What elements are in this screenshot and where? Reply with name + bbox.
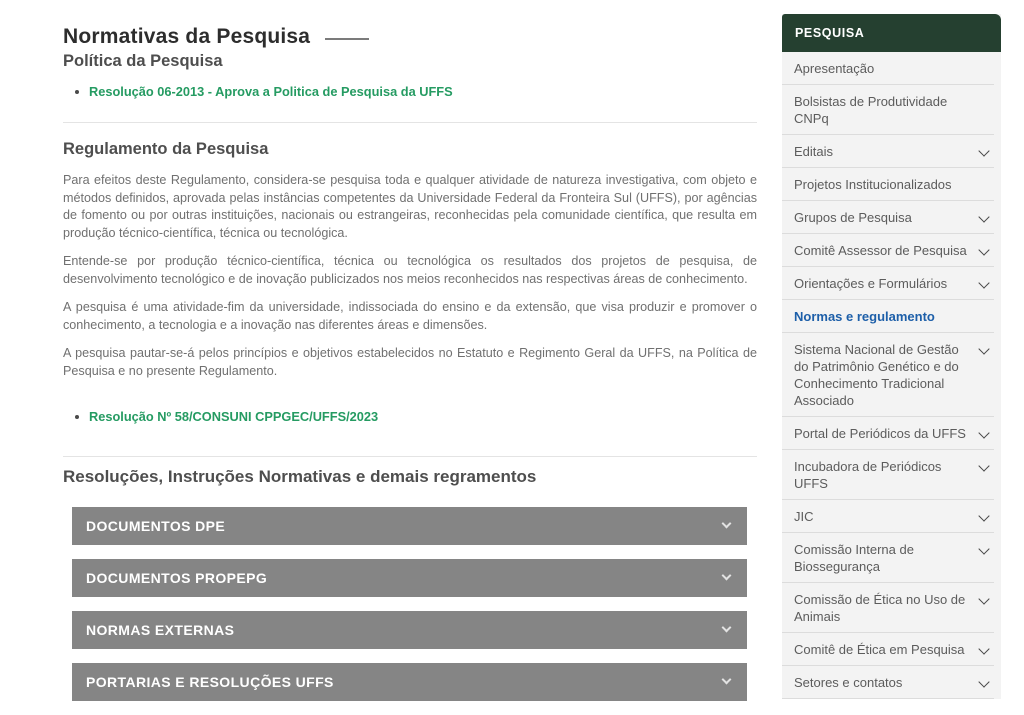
page-title [63,25,369,49]
sidebar-item-label: Projetos Institucionalizados [794,177,952,192]
chevron-down-icon [978,643,989,654]
sidebar-item-label: Editais [794,144,834,159]
chevron-down-icon [722,675,732,685]
accordion-label: NORMAS EXTERNAS [86,622,235,638]
chevron-down-icon [978,593,989,604]
chevron-down-icon [722,571,732,581]
accordion-label: DOCUMENTOS PROPEPG [86,570,268,586]
body-paragraph: Entende-se por produção técnico-científica, técnica ou tecnológica os resultados dos projetos de pesquisa, de desenvolvimento tecnológico e de inovação publicizados nos meios reconhecidos nas respectivas áreas de conhecimento. [63,254,757,286]
resolution-link-regulamento[interactable]: Resolução Nº 58/CONSUNI CPPGEC/UFFS/2023 [89,409,379,424]
chevron-down-icon [722,623,732,633]
sidebar-item-label: Grupos de Pesquisa [794,210,912,225]
sidebar-item[interactable] [782,450,1001,500]
sidebar-item-label: Orientações e Formulários [794,276,948,291]
chevron-down-icon [978,460,989,471]
accordion-label: PORTARIAS E RESOLUÇÕES UFFS [86,674,334,690]
sidebar-item[interactable] [782,135,1001,168]
section-heading-regulamento: Regulamento da Pesquisa [63,140,269,158]
sidebar-item-label: Setores e contatos [794,675,903,690]
chevron-down-icon [978,244,989,255]
bullet-dot [75,90,79,94]
sidebar-item[interactable] [782,583,1001,633]
sidebar-item-label: JIC [794,509,814,524]
chevron-down-icon [978,510,989,521]
sidebar-item-label: Portal de Periódicos da UFFS [794,426,966,441]
chevron-down-icon [978,343,989,354]
sidebar-item[interactable] [782,633,1001,666]
sidebar-item-label: Apresentação [794,61,875,76]
accordion-header[interactable] [72,507,747,545]
divider [63,122,757,123]
sidebar-item[interactable] [782,267,1001,300]
accordion-header[interactable] [72,663,747,701]
regulamento-paragraphs [63,172,757,391]
chevron-down-icon [978,211,989,222]
sidebar-item[interactable] [782,85,1001,135]
chevron-down-icon [978,543,989,554]
sidebar-item-label: Sistema Nacional de Gestão do Patrimônio Genético e do Conhecimento Tradicional Associado [794,342,959,408]
sidebar-item[interactable] [782,666,1001,699]
sidebar-item-label: Comitê Assessor de Pesquisa [794,243,967,258]
sidebar-items [782,52,1001,699]
sidebar-item[interactable] [782,300,1001,333]
section-heading-politica: Política da Pesquisa [63,52,223,70]
title-rule [325,38,369,40]
accordion-header[interactable] [72,559,747,597]
main-content [63,0,757,706]
chevron-down-icon [978,145,989,156]
sidebar-item-label: Comissão de Ética no Uso de Animais [794,592,966,624]
chevron-down-icon [722,519,732,529]
sidebar-item-label: Bolsistas de Produtividade CNPq [794,94,948,126]
accordion-header[interactable] [72,611,747,649]
chevron-down-icon [978,427,989,438]
sidebar-item[interactable] [782,417,1001,450]
list-item [75,84,453,99]
sidebar-item[interactable] [782,234,1001,267]
sidebar-item[interactable] [782,333,1001,417]
sidebar-menu [782,14,1001,699]
sidebar-item-label: Comissão Interna de Biossegurança [794,542,914,574]
divider [63,456,757,457]
sidebar-item[interactable] [782,533,1001,583]
section-heading-resolucoes: Resoluções, Instruções Normativas e demais regramentos [63,467,537,486]
resolution-link-politica[interactable]: Resolução 06-2013 - Aprova a Politica de Pesquisa da UFFS [89,84,453,99]
list-item [75,409,378,424]
body-paragraph: Para efeitos deste Regulamento, considera-se pesquisa toda e qualquer atividade de natureza investigativa, com objeto e métodos definidos, aprovada pelas instâncias competentes da Universidade Federal da Fronteira Sul (UFFS), por agências de fomento ou por outras instituições, nacionais ou estrangeiras, reconhecidas pela comunidade científica, que resulta em produção técnico-científica, técnica ou tecnológica. [63,173,757,240]
body-paragraph: A pesquisa pautar-se-á pelos princípios e objetivos estabelecidos no Estatuto e Regimento Geral da UFFS, na Política de Pesquisa e no presente Regulamento. [63,346,757,378]
page-title-text: Normativas da Pesquisa [63,25,311,49]
sidebar-item-label: Comitê de Ética em Pesquisa [794,642,965,657]
bullet-dot [75,415,79,419]
sidebar-item-label: Normas e regulamento [794,309,935,324]
sidebar-item[interactable] [782,201,1001,234]
sidebar-item-label: Incubadora de Periódicos UFFS [794,459,942,491]
chevron-down-icon [978,676,989,687]
chevron-down-icon [978,277,989,288]
accordion-label: DOCUMENTOS DPE [86,518,226,534]
sidebar-header: PESQUISA [782,14,1001,52]
accordion-group [72,507,747,715]
body-paragraph: A pesquisa é uma atividade-fim da universidade, indissociada do ensino e da extensão, que visa produzir e promover o conhecimento, a tecnologia e a inovação nas diferentes áreas e dimensões. [63,300,757,332]
sidebar-item[interactable] [782,500,1001,533]
sidebar-item[interactable] [782,168,1001,201]
sidebar-item[interactable] [782,52,1001,85]
